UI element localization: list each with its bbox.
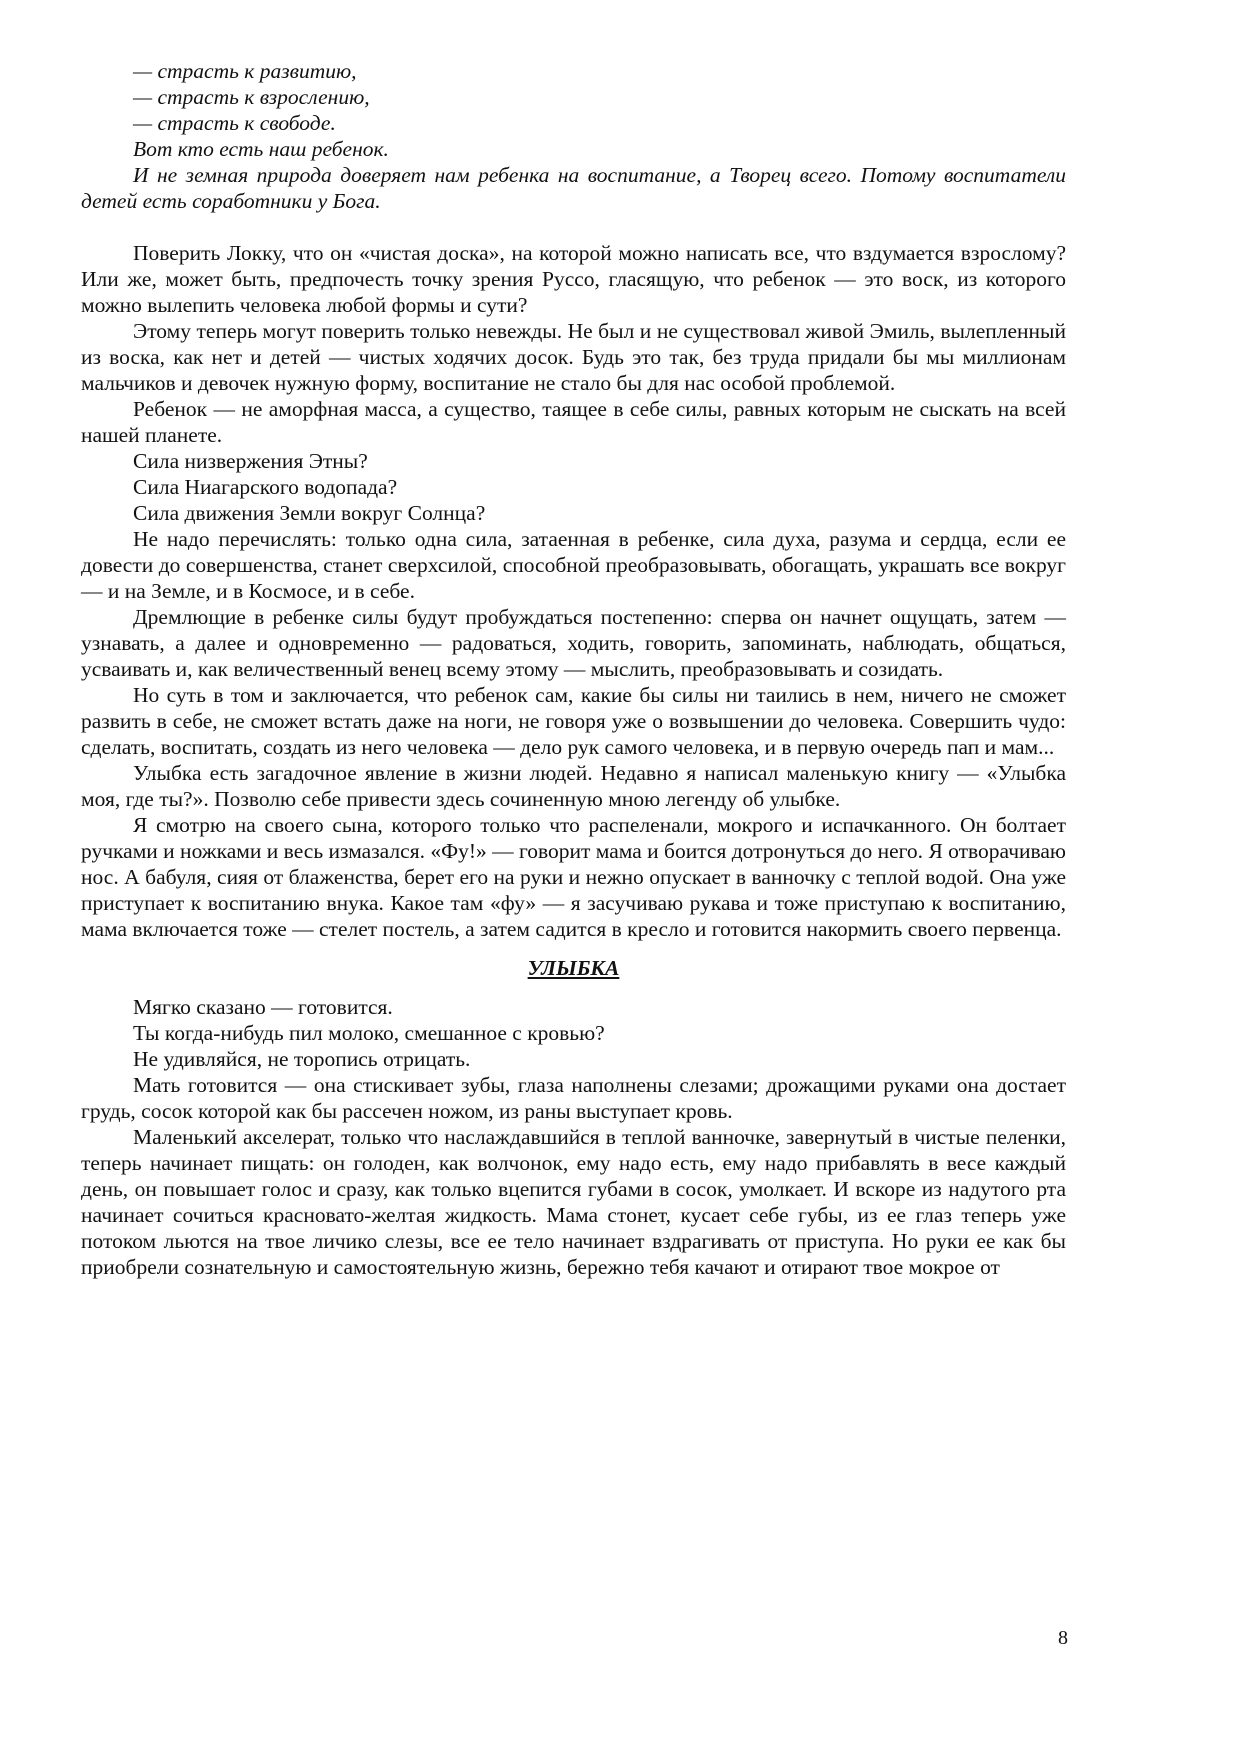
section-paragraph: Мягко сказано — готовится. [133,995,393,1019]
section-heading: УЛЫБКА [527,956,620,980]
body-paragraph: Сила движения Земли вокруг Солнца? [133,501,486,525]
body-paragraph: Ребенок — не аморфная масса, а существо, таящее в себе силы, равных которым не сыскать на всей нашей планете. [81,397,1066,447]
page-number: 8 [1058,1627,1068,1649]
body-paragraph: Дремлющие в ребенке силы будут пробуждаться постепенно: сперва он начнет ощущать, затем — узнавать, а далее и одновременно — радоваться, ходить, говорить, запоминать, наблюдать, общаться, усваивать и, как величественный венец всему этому — мыслить, преобразовывать и созидать. [81,605,1066,681]
body-paragraph: Улыбка есть загадочное явление в жизни людей. Недавно я написал маленькую книгу — «Улыбка моя, где ты?». Позволю себе привести здесь сочиненную мною легенду об улыбке. [81,761,1066,811]
paragraph-gap [81,214,1066,240]
section-paragraph: Маленький акселерат, только что наслаждавшийся в теплой ванночке, завернутый в чистые пеленки, теперь начинает пищать: он голоден, как волчонок, ему надо есть, ему надо прибавлять в весе каждый день, он повышает голос и сразу, как только вцепится губами в сосок, умолкает. И вскоре из надутого рта начинает сочиться красновато-желтая жидкость. Мама стонет, кусает себе губы, из ее глаз теперь уже потоком льются на твое личико слезы, все ее тело начинает вздрагивать от приступа. Но руки ее как бы приобрели сознательную и самостоятельную жизнь, бережно тебя качают и отирают твое мокрое от [81,1125,1066,1279]
body-paragraph: Сила Ниагарского водопада? [133,475,398,499]
section-paragraph: Мать готовится — она стискивает зубы, глаза наполнены слезами; дрожащими руками она достает грудь, сосок которой как бы рассечен ножом, из раны выступает кровь. [81,1073,1066,1123]
intro-paragraph: Вот кто есть наш ребенок. [133,137,389,161]
document-page [81,58,1066,1280]
body-paragraph: Не надо перечислять: только одна сила, затаенная в ребенке, сила духа, разума и сердца, если ее довести до совершенства, станет сверхсилой, способной преобразовывать, обогащать, украшать все вокруг — и на Земле, и в Космосе, и в себе. [81,527,1066,603]
body-paragraph: Этому теперь могут поверить только невежды. Не был и не существовал живой Эмиль, вылепленный из воска, как нет и детей — чистых ходячих досок. Будь это так, без труда придали бы мы миллионам мальчиков и девочек нужную форму, воспитание не стало бы для нас особой проблемой. [81,319,1066,395]
body-paragraph: Я смотрю на своего сына, которого только что распеленали, мокрого и испачканного. Он болтает ручками и ножками и весь измазался. «Фу!» — говорит мама и боится дотронуться до него. Я отворачиваю нос. А бабуля, сияя от блаженства, берет его на руки и нежно опускает в ванночку с теплой водой. Она уже приступает к воспитанию внука. Какое там «фу» — я засучиваю рукава и тоже приступаю к воспитанию, мама включается тоже — стелет постель, а затем садится в кресло и готовится накормить своего первенца. [81,813,1066,941]
section-paragraph: Не удивляйся, не торопись отрицать. [133,1047,471,1071]
section-paragraph: Ты когда-нибудь пил молоко, смешанное с кровью? [133,1021,605,1045]
body-paragraph: Но суть в том и заключается, что ребенок сам, какие бы силы ни таились в нем, ничего не сможет развить в себе, не сможет встать даже на ноги, не говоря уже о возвышении до человека. Совершить чудо: сделать, воспитать, создать из него человека — дело рук самого человека, и в первую очередь пап и мам... [81,683,1066,759]
intro-list-item: — страсть к взрослению, [133,85,370,109]
intro-list-item: — страсть к свободе. [133,111,336,135]
intro-list-item: — страсть к развитию, [133,59,357,83]
intro-paragraph: И не земная природа доверяет нам ребенка на воспитание, а Творец всего. Потому воспитатели детей есть соработники у Бога. [81,163,1066,213]
body-paragraph: Поверить Локку, что он «чистая доска», на которой можно написать все, что вздумается взрослому? Или же, может быть, предпочесть точку зрения Руссо, гласящую, что ребенок — это воск, из которого можно вылепить человека любой формы и сути? [81,241,1066,317]
body-paragraph: Сила низвержения Этны? [133,449,368,473]
